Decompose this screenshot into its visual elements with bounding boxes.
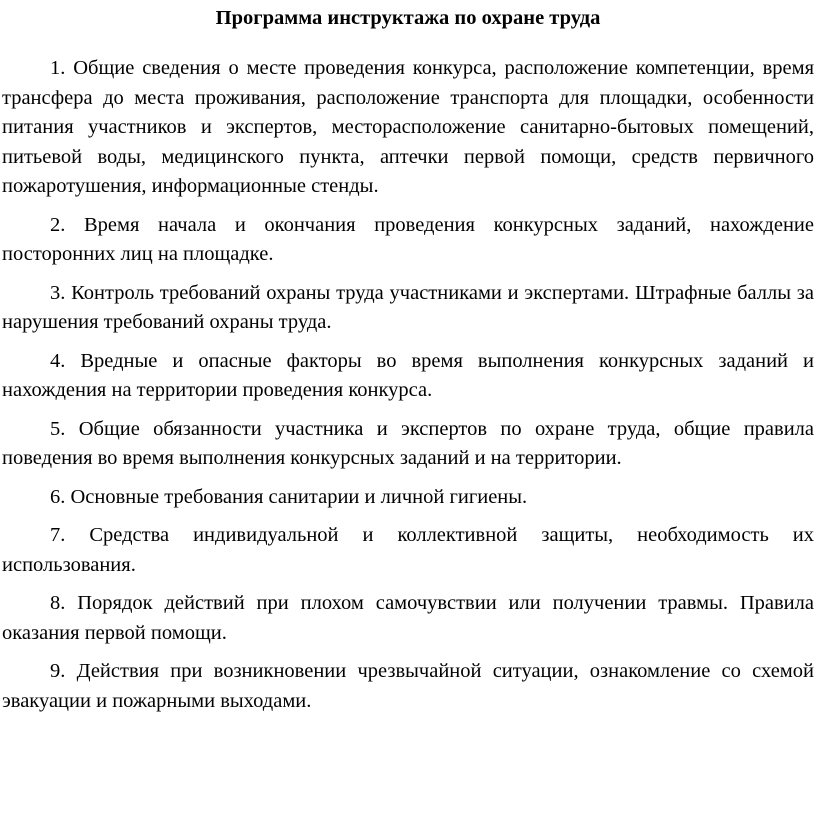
- list-item-4: 4. Вредные и опасные факторы во время выполнения конкурсных заданий и нахождения на территории проведения конкурса.: [2, 349, 814, 401]
- list-item-6: 6. Основные требования санитарии и личной гигиены.: [50, 485, 528, 508]
- list-item-1: 1. Общие сведения о месте проведения конкурса, расположение компетенции, время трансфера до места проживания, расположение транспорта для площадки, особенности питания участников и экспертов, месторасположение санитарно-бытовых помещений, питьевой воды, медицинского пункта, аптечки первой помощи, средств первичного пожаротушения, информационные стенды.: [2, 57, 814, 197]
- list-item-9: 9. Действия при возникновении чрезвычайной ситуации, ознакомление со схемой эвакуации и пожарными выходами.: [2, 660, 814, 712]
- list-item-3: 3. Контроль требований охраны труда участниками и экспертами. Штрафные баллы за нарушения требований охраны труда.: [2, 281, 814, 333]
- document-title: Программа инструктажа по охране труда: [215, 7, 601, 29]
- list-item-7: 7. Средства индивидуальной и коллективной защиты, необходимость их использования.: [2, 524, 814, 576]
- list-item-2: 2. Время начала и окончания проведения конкурсных заданий, нахождение посторонних лиц на площадке.: [2, 213, 814, 265]
- list-item-5: 5. Общие обязанности участника и экспертов по охране труда, общие правила поведения во время выполнения конкурсных заданий и на территории.: [2, 417, 814, 469]
- list-item-8: 8. Порядок действий при плохом самочувствии или получении травмы. Правила оказания первой помощи.: [2, 592, 814, 644]
